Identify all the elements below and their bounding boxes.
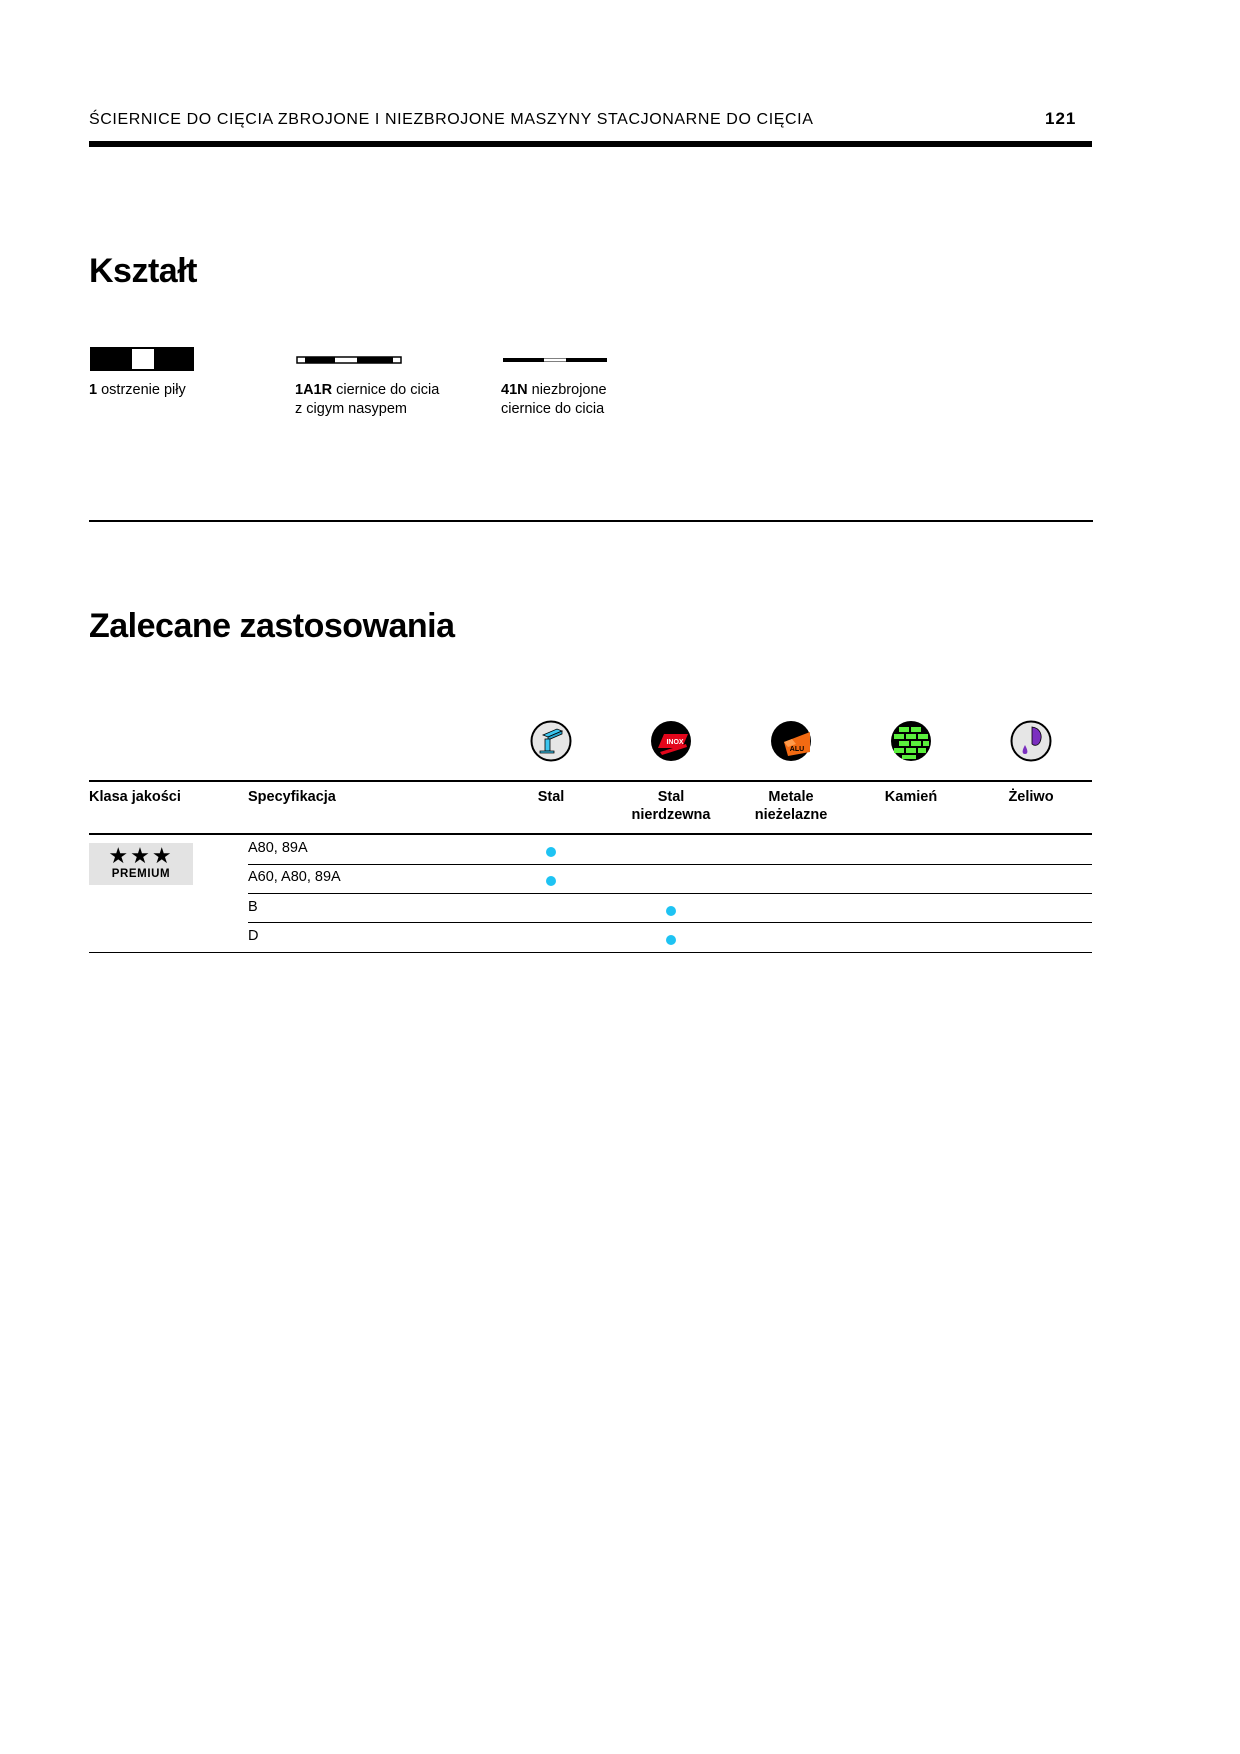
premium-label: PREMIUM <box>111 868 171 880</box>
table-row-spec: B <box>248 899 258 915</box>
table-row-spec: A80, 89A <box>248 840 308 856</box>
table-row-spec: D <box>248 928 259 944</box>
premium-quality-badge <box>89 843 193 885</box>
column-header-stone: Kamień <box>884 789 938 805</box>
running-header: ŚCIERNICE DO CIĘCIA ZBROJONE I NIEZBROJONE MASZYNY STACJONARNE DO CIĘCIA <box>89 111 814 128</box>
table-row-spec: A60, A80, 89A <box>248 869 341 885</box>
applicable-dot <box>666 935 676 945</box>
section-divider <box>89 520 1093 522</box>
shape-description-line1: ciernice do cicia <box>336 382 440 398</box>
page-number: 121 <box>1045 109 1077 128</box>
table-top-rule <box>89 780 1092 782</box>
wheel-profile-41n-icon <box>502 357 608 363</box>
row-divider <box>248 922 1092 923</box>
inox-icon <box>650 720 692 762</box>
applicable-dot <box>546 847 556 857</box>
column-header-steel: Stal <box>537 789 565 805</box>
alu-label: ALU <box>789 746 805 753</box>
wheel-profile-type-1-icon <box>89 346 195 372</box>
three-stars-icon: ★★★ <box>108 843 174 868</box>
shape-description-line2: ciernice do cicia <box>501 401 605 417</box>
column-header-spec: Specyfikacja <box>248 789 336 805</box>
shape-caption-1 <box>89 381 186 400</box>
table-bottom-rule <box>89 952 1092 953</box>
shape-description: ostrzenie piły <box>101 382 186 398</box>
steel-beam-icon <box>530 720 572 762</box>
applications-section-title: Zalecane zastosowania <box>89 607 455 645</box>
shape-caption-41n <box>501 381 607 419</box>
shape-code: 1A1R <box>295 382 333 398</box>
shape-code: 41N <box>501 382 528 398</box>
shape-caption-1a1r <box>295 381 439 419</box>
row-divider <box>248 864 1092 865</box>
inox-label: INOX <box>666 739 684 746</box>
column-header-stainless-steel: Stal nierdzewna <box>631 789 711 823</box>
column-header-cast-iron: Żeliwo <box>1008 789 1054 805</box>
row-divider <box>248 893 1092 894</box>
header-rule <box>89 141 1092 147</box>
shape-code: 1 <box>89 382 98 398</box>
cast-iron-icon <box>1010 720 1052 762</box>
column-header-quality: Klasa jakości <box>89 789 181 805</box>
column-header-non-ferrous: Metale nieżelazne <box>754 789 828 823</box>
table-header-rule <box>89 833 1092 835</box>
shape-description-line2: z cigym nasypem <box>295 401 408 417</box>
shape-section-title: Kształt <box>89 252 197 290</box>
applicable-dot <box>666 906 676 916</box>
applicable-dot <box>546 876 556 886</box>
wheel-profile-1a1r-icon <box>296 355 402 365</box>
brick-wall-icon <box>890 720 932 762</box>
shape-description-line1: niezbrojone <box>531 382 607 398</box>
alu-icon <box>770 720 812 762</box>
